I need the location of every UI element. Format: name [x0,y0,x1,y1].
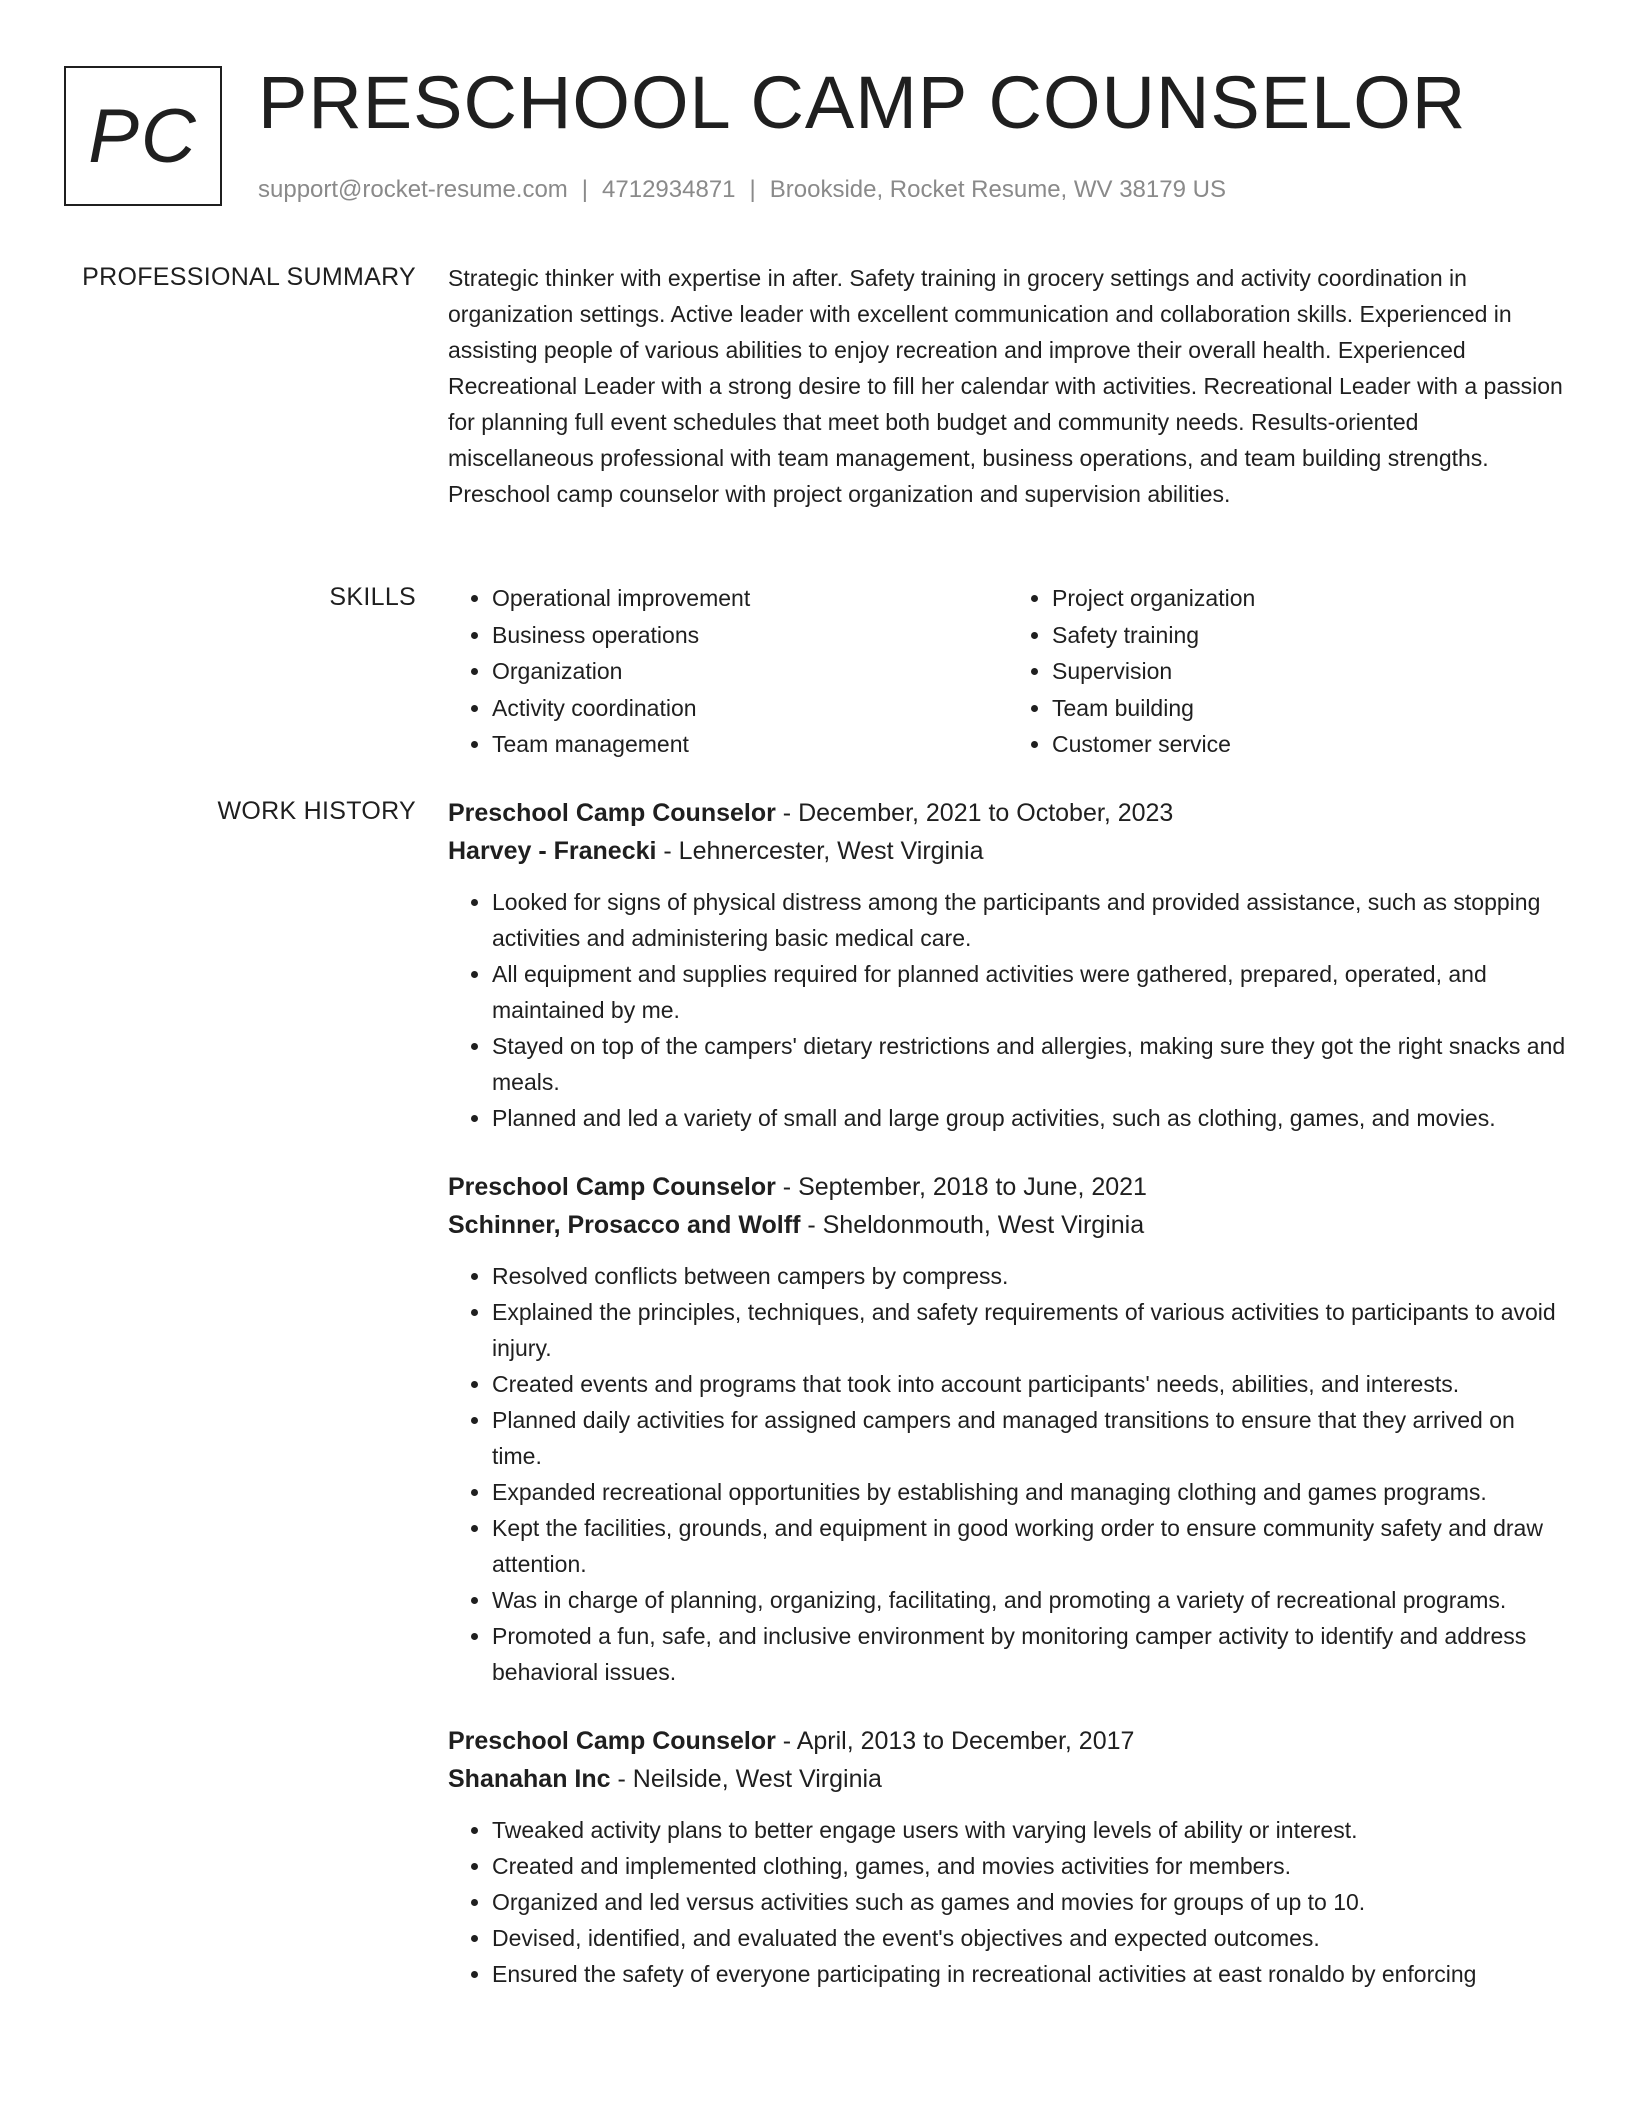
job-dates: - September, 2018 to June, 2021 [775,1173,1147,1201]
job-title: Preschool Camp Counselor [448,799,776,827]
job-bullet: • Explained the principles, techniques, and safety requirements of various activities to participants to avoid injury. [492,1294,1568,1366]
job-company-line [448,1760,1568,1798]
job-location: - Lehnercester, West Virginia [656,837,984,865]
work-heading: WORK HISTORY [217,797,416,825]
job-bullet: • Devised, identified, and evaluated the event's objectives and expected outcomes. [492,1920,1568,1956]
job-bullet: • Ensured the safety of everyone participating in recreational activities at east ronaldo by enforcing [492,1956,1568,1992]
job-bullet: • All equipment and supplies required for planned activities were gathered, prepared, operated, and maintained by me. [492,956,1568,1028]
skill-item: • Business operations [492,617,1008,654]
job-bullets [448,1812,1568,1992]
job-title: Preschool Camp Counselor [448,1173,776,1201]
job-bullet: • Looked for signs of physical distress among the participants and provided assistance, such as stopping activities and administering basic medical care. [492,884,1568,956]
job-bullet: • Organized and led versus activities such as games and movies for groups of up to 10. [492,1884,1568,1920]
job-dates: - December, 2021 to October, 2023 [775,799,1174,827]
contact-separator: | [749,176,756,203]
skills-body [448,580,1568,763]
job-company: Shanahan Inc [448,1765,611,1793]
skill-item: • Organization [492,653,1008,690]
job-bullet: • Planned daily activities for assigned campers and managed transitions to ensure that they arrived on time. [492,1402,1568,1474]
contact-phone[interactable]: 4712934871 [602,176,736,203]
summary-body [448,260,1568,512]
job-entry [448,794,1568,1136]
contact-location: Brookside, Rocket Resume, WV 38179 US [769,176,1226,203]
skill-item: • Activity coordination [492,690,1008,727]
contact-line [258,174,1226,206]
skill-item: • Supervision [1052,653,1568,690]
contact-separator: | [581,176,589,203]
job-bullet: • Promoted a fun, safe, and inclusive environment by monitoring camper activity to identify and address behavioral issues. [492,1618,1568,1690]
skills-list-left [448,580,1008,763]
skill-item: • Customer service [1052,726,1568,763]
monogram-box [64,66,222,206]
job-dates: - April, 2013 to December, 2017 [775,1727,1135,1755]
resume-name: PRESCHOOL CAMP COUNSELOR [258,61,1467,144]
skills-heading: SKILLS [329,583,416,611]
job-bullet: • Kept the facilities, grounds, and equipment in good working order to ensure community safety and draw attention. [492,1510,1568,1582]
job-location: - Neilside, West Virginia [610,1765,882,1793]
job-company: Harvey - Franecki [448,837,657,865]
skill-item: • Team building [1052,690,1568,727]
job-title: Preschool Camp Counselor [448,1727,776,1755]
job-bullet: • Planned and led a variety of small and large group activities, such as clothing, games, and movies. [492,1100,1568,1136]
skill-item: • Safety training [1052,617,1568,654]
job-company: Schinner, Prosacco and Wolff [448,1211,801,1239]
skill-item: • Team management [492,726,1008,763]
job-entry [448,1168,1568,1690]
work-body [448,794,1568,2024]
job-bullet: • Was in charge of planning, organizing, facilitating, and promoting a variety of recreational programs. [492,1582,1568,1618]
job-title-line [448,1168,1568,1206]
job-company-line [448,1206,1568,1244]
job-bullet: • Tweaked activity plans to better engage users with varying levels of ability or interest. [492,1812,1568,1848]
job-entry [448,1722,1568,1992]
skill-item: • Project organization [1052,580,1568,617]
skills-grid [448,580,1568,763]
skill-item: • Operational improvement [492,580,1008,617]
job-bullet: • Created events and programs that took into account participants' needs, abilities, and interests. [492,1366,1568,1402]
job-location: - Sheldonmouth, West Virginia [800,1211,1145,1239]
job-company-line [448,832,1568,870]
skills-list-right [1008,580,1568,763]
job-bullets [448,884,1568,1136]
job-title-line [448,794,1568,832]
summary-text: Strategic thinker with expertise in after. Safety training in grocery settings and activity coordination in organization settings. Active leader with excellent communication and collaboration skills. Experienced in assisting people of various abilities to enjoy recreation and improve their overall health. Experienced Recreational Leader with a strong desire to fill her calendar with activities. Recreational Leader with a passion for planning full event schedules that meet both budget and community needs. Results-oriented miscellaneous professional with team management, business operations, and team building strengths. Preschool camp counselor with project organization and supervision abilities. [448,265,1563,507]
monogram-initials: PC [88,93,198,179]
job-bullet: • Stayed on top of the campers' dietary restrictions and allergies, making sure they got the right snacks and meals. [492,1028,1568,1100]
job-bullet: • Expanded recreational opportunities by establishing and managing clothing and games programs. [492,1474,1568,1510]
contact-email[interactable]: support@rocket-resume.com [258,176,568,203]
job-bullet: • Created and implemented clothing, games, and movies activities for members. [492,1848,1568,1884]
summary-heading: PROFESSIONAL SUMMARY [82,263,416,291]
job-bullets [448,1258,1568,1690]
job-title-line [448,1722,1568,1760]
job-bullet: • Resolved conflicts between campers by compress. [492,1258,1568,1294]
